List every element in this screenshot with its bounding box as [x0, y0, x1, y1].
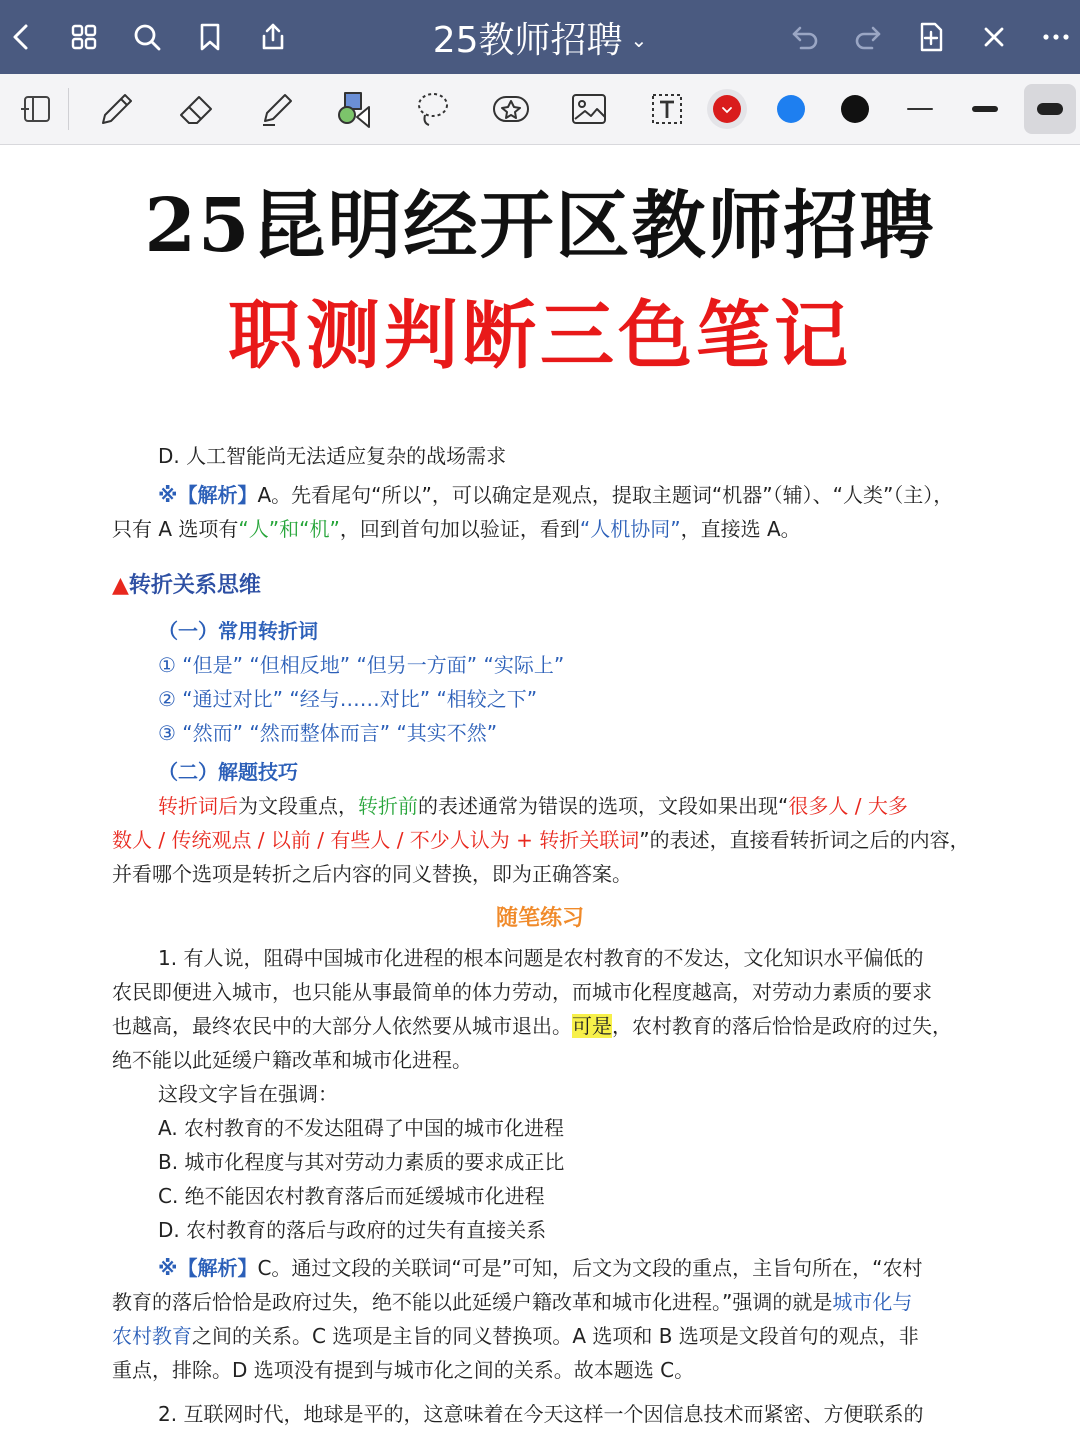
analysis-text: 之间的关系。C 选项是主旨的同义替换项。A 选项和 B 选项是文段首句的观点，非: [192, 1324, 919, 1348]
shapes-tool-icon[interactable]: [330, 84, 380, 134]
transition-words-list-item: ② “通过对比” “经与……对比” “相较之下”: [158, 687, 538, 711]
document-title: 25教师招聘: [432, 19, 623, 61]
highlight-text: 转折前: [358, 794, 418, 818]
highlight-text: 农村教育: [112, 1324, 192, 1348]
analysis-line: [112, 512, 801, 546]
highlight-text: 很多人 / 大多: [788, 794, 908, 818]
thick-stroke-option[interactable]: [1024, 84, 1076, 134]
tip-text: 为文段重点，: [238, 794, 358, 818]
analysis-line: [158, 1251, 923, 1285]
analysis-line: [112, 1319, 919, 1353]
option-c: C. 绝不能因农村教育落后而延缓城市化进程: [158, 1184, 545, 1208]
red-color-swatch[interactable]: [702, 84, 752, 134]
triangle-icon: ▲: [112, 573, 129, 598]
grid-icon[interactable]: [66, 19, 102, 55]
tip-line: 并看哪个选项是转折之后内容的同义替换，即为正确答案。: [112, 862, 632, 886]
sticker-tool-icon[interactable]: [486, 84, 536, 134]
option-b: B. 城市化程度与其对劳动力素质的要求成正比: [158, 1150, 565, 1174]
highlight-text: “人”和“机”: [238, 517, 340, 541]
analysis-text: 只有 A 选项有: [112, 517, 239, 541]
back-icon[interactable]: [4, 19, 40, 55]
title-bar: [0, 0, 1080, 74]
subsection-heading: （一）常用转折词: [158, 619, 318, 643]
image-tool-icon[interactable]: [564, 84, 614, 134]
analysis-mark: ※【解析】: [158, 1256, 258, 1280]
highlight-text: 城市化与: [832, 1290, 913, 1314]
pen-tool-icon[interactable]: [92, 84, 142, 134]
section-title: 转折关系思维: [128, 573, 261, 598]
search-icon[interactable]: [129, 19, 165, 55]
tip-text: ”的表述，直接看转折词之后的内容，: [639, 828, 970, 852]
question-text: 也越高，最终农民中的大部分人依然要从城市退出。: [112, 1014, 572, 1038]
divider: [68, 88, 69, 130]
tip-line: [112, 823, 970, 857]
reading-mode-icon[interactable]: [12, 84, 62, 134]
blue-color-swatch[interactable]: [766, 84, 816, 134]
highlight-text: 转折词后: [158, 794, 238, 818]
section-heading: [112, 569, 261, 603]
analysis-text: C。通过文段的关联词“可是”可知，后文为文段的重点，主旨句所在，“农村: [257, 1256, 923, 1280]
text-tool-icon[interactable]: [642, 84, 692, 134]
bookmark-icon[interactable]: [192, 19, 228, 55]
analysis-text: A。先看尾句“所以”，可以确定是观点，提取主题词“机器”（辅）、“人类”（主），: [257, 483, 954, 507]
share-icon[interactable]: [255, 19, 291, 55]
eraser-tool-icon[interactable]: [172, 84, 222, 134]
page-main-title: 25昆明经开区教师招聘: [144, 183, 936, 269]
practice-heading: 随笔练习: [495, 906, 584, 931]
question-line: 农民即便进入城市，也只能从事最简单的体力劳动，而城市化程度越高，对劳动力素质的要求: [112, 980, 932, 1004]
question-line: [112, 1009, 952, 1043]
highlight-text: “人机协同”: [579, 517, 681, 541]
tool-bar: [0, 74, 1080, 145]
question-line: 2. 互联网时代，地球是平的，这意味着在今天这样一个因信息技术而紧密、方便联系的: [158, 1402, 924, 1426]
transition-words-list-item: ③ “然而” “然而整体而言” “其实不然”: [158, 721, 498, 745]
more-icon[interactable]: [1038, 19, 1074, 55]
question-line: 1. 有人说，阻碍中国城市化进程的根本问题是农村教育的不发达，文化知识水平偏低的: [158, 946, 924, 970]
page-subtitle: 职测判断三色笔记: [228, 293, 852, 379]
highlighted-keyword: 可是: [572, 1014, 612, 1038]
tip-line: [158, 789, 908, 823]
thin-stroke-option[interactable]: [895, 84, 945, 134]
analysis-text: 教育的落后恰恰是政府过失，绝不能以此延缓户籍改革和城市化进程。”强调的就是: [112, 1290, 833, 1314]
previous-option-d: D. 人工智能尚无法适应复杂的战场需求: [158, 444, 507, 468]
chevron-down-icon: ⌄: [630, 28, 648, 52]
add-page-icon[interactable]: [913, 19, 949, 55]
analysis-line: [158, 478, 953, 512]
highlighter-tool-icon[interactable]: [252, 84, 302, 134]
analysis-text: ，回到首句加以验证，看到: [339, 517, 580, 541]
analysis-line: 重点，排除。D 选项没有提到与城市化之间的关系。故本题选 C。: [112, 1358, 695, 1382]
highlight-text: 数人 / 传统观点 / 以前 / 有些人 / 不少人认为 + 转折关联词: [112, 828, 640, 852]
tip-text: 的表述通常为错误的选项，文段如果出现“: [418, 794, 789, 818]
lasso-tool-icon[interactable]: [408, 84, 458, 134]
close-icon[interactable]: [976, 19, 1012, 55]
analysis-mark: ※【解析】: [158, 483, 258, 507]
question-prompt: 这段文字旨在强调：: [158, 1082, 338, 1106]
redo-icon[interactable]: [850, 19, 886, 55]
document-page: [0, 145, 1080, 1440]
black-color-swatch[interactable]: [830, 84, 880, 134]
medium-stroke-option[interactable]: [960, 84, 1010, 134]
option-d: D. 农村教育的落后与政府的过失有直接关系: [158, 1218, 547, 1242]
undo-icon[interactable]: [787, 19, 823, 55]
analysis-line: [112, 1285, 912, 1319]
subsection-heading: （二）解题技巧: [158, 760, 298, 784]
analysis-text: ，直接选 A。: [680, 517, 801, 541]
question-line: 绝不能以此延缓户籍改革和城市化进程。: [112, 1048, 472, 1072]
question-text: ，农村教育的落后恰恰是政府的过失，: [612, 1014, 952, 1038]
option-a: A. 农村教育的不发达阻碍了中国的城市化进程: [158, 1116, 565, 1140]
transition-words-list-item: ① “但是” “但相反地” “但另一方面” “实际上”: [158, 653, 565, 677]
document-title-dropdown[interactable]: [340, 12, 740, 62]
